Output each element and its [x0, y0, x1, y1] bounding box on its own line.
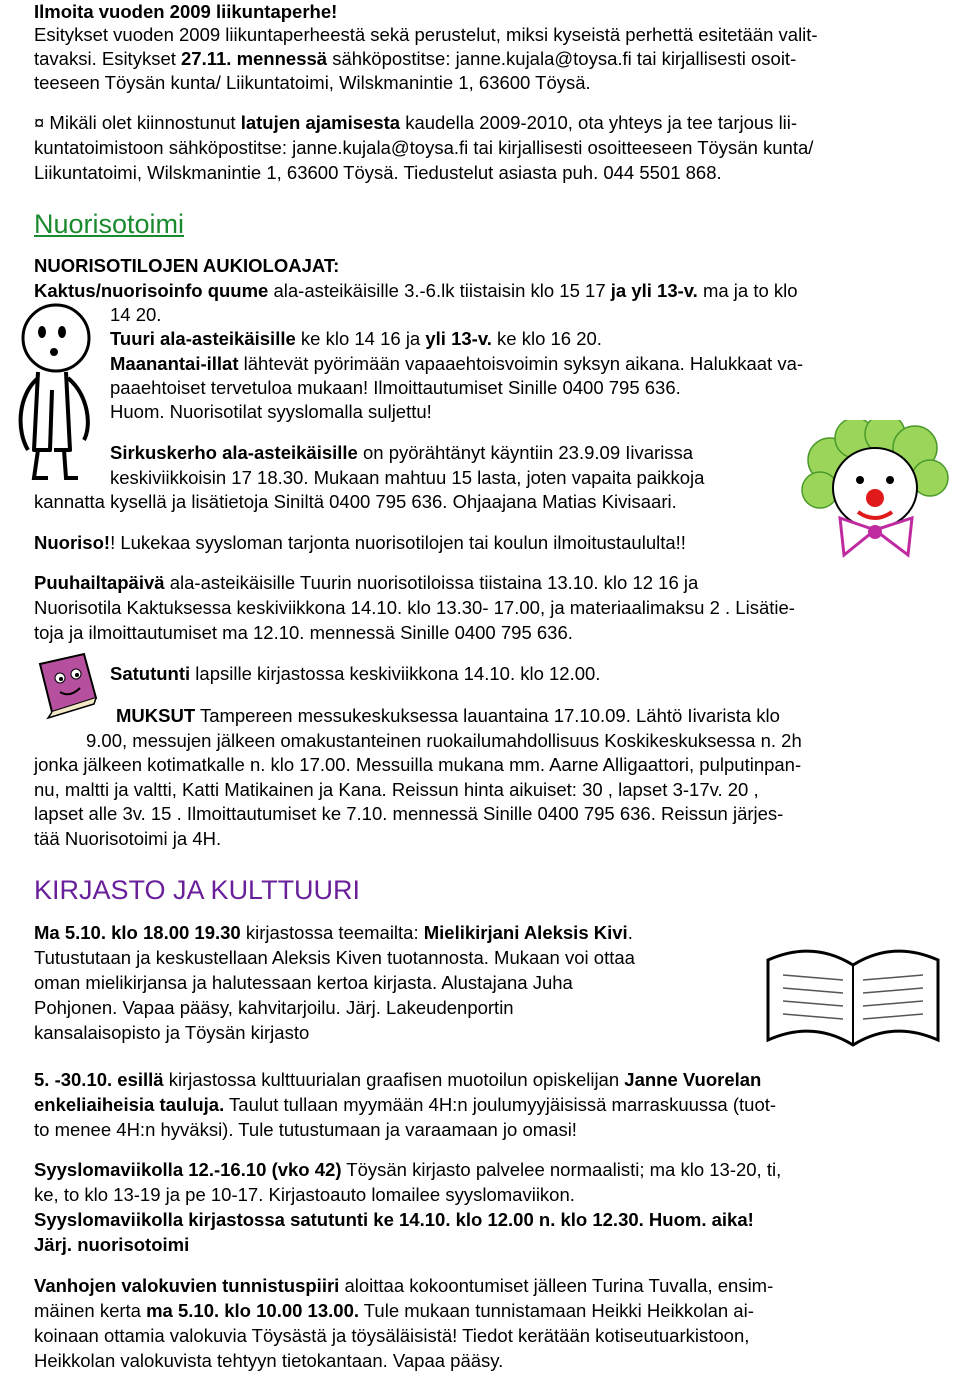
- text-segment: toja ja ilmoittautumiset ma 12.10. mennessä Sinille 0400 795 636.: [34, 622, 573, 643]
- text-segment: Töysän kirjasto palvelee normaalisti; ma klo 13-20, ti,: [341, 1159, 782, 1180]
- text-segment: Tuuri ala-asteikäisille: [110, 328, 296, 349]
- clown-face-image: [800, 420, 950, 565]
- text-segment: Syyslomaviikolla kirjastossa satutunti ke 14.10. klo 12.00 n. klo 12.30. Huom. aika!: [34, 1209, 754, 1230]
- text-segment: kansalaisopisto ja Töysän kirjasto: [34, 1022, 310, 1043]
- text-segment: Heikkolan valokuvista tehtyyn tietokantaan. Vapaa pääsy.: [34, 1350, 504, 1371]
- stick-figure-image: [8, 300, 103, 485]
- text-segment: jonka jälkeen kotimatkalle n. klo 17.00. Messuilla mukana mm. Aarne Alligaattori, pulputinpan-: [34, 754, 802, 775]
- text-segment: latujen ajamisesta: [240, 112, 401, 133]
- paragraph-line: [34, 753, 801, 777]
- text-segment: on pyörähtänyt käyntiin 23.9.09 Iivarissa: [357, 442, 694, 463]
- paragraph-line: [110, 303, 161, 327]
- paragraph-line: [34, 279, 798, 303]
- paragraph-line: [34, 1324, 749, 1348]
- paragraph-line: [110, 466, 704, 490]
- paragraph-line: [34, 921, 633, 945]
- text-segment: 27.11. mennessä: [181, 48, 328, 69]
- text-segment: Vanhojen valokuvien tunnistuspiiri: [34, 1275, 340, 1296]
- text-segment: mäinen kerta: [34, 1300, 147, 1321]
- text-segment: 9.00, messujen jälkeen omakustanteinen ruokailumahdollisuus Koskikeskuksessa n. 2h: [86, 730, 802, 751]
- paragraph-line: [34, 802, 783, 826]
- text-segment: ala-asteikäisille Tuurin nuorisotiloissa tiistaina 13.10. klo 12 16 ja: [164, 572, 699, 593]
- text-segment: ke, to klo 13-19 ja pe 10-17. Kirjastoauto lomailee syyslomaviikon.: [34, 1184, 575, 1205]
- text-segment: ! Lukekaa syysloman tarjonta nuorisotilojen tai koulun ilmoitustaululta!!: [110, 532, 686, 553]
- text-segment: Nuorisotoimi: [34, 209, 185, 239]
- text-segment: ala-asteikäisille 3.-6.lk tiistaisin klo 15 17: [268, 280, 611, 301]
- subheading-aukioloajat: [34, 254, 339, 278]
- book-character-image: [34, 650, 104, 722]
- paragraph-line: [34, 571, 698, 595]
- text-segment: Taulut tullaan myymään 4H:n joulumyyjäisissä marraskuussa (tuot-: [224, 1094, 777, 1115]
- text-segment: kirjastossa teemailta:: [240, 922, 424, 943]
- text-segment: kannatta kysellä ja lisätietoja Siniltä 0400 795 636. Ohjaajana Matias Kivisaari.: [34, 491, 677, 512]
- text-segment: Nuorisotila Kaktuksessa keskiviikkona 14.10. klo 13.30- 17.00, ja materiaalimaksu 2 . Lisätie-: [34, 597, 795, 618]
- text-segment: lähtevät pyörimään vapaaehtoisvoimin syksyn aikana. Halukkaat va-: [238, 353, 804, 374]
- text-segment: Ma 5.10. klo 18.00 19.30: [34, 922, 241, 943]
- text-segment: kaudella 2009-2010, ota yhteys ja tee tarjous lii-: [400, 112, 798, 133]
- paragraph-line: [34, 531, 686, 555]
- text-segment: Maanantai-illat: [110, 353, 239, 374]
- text-segment: Huom. Nuorisotilat syyslomalla suljettu!: [110, 401, 432, 422]
- text-segment: 5. -30.10. esillä: [34, 1069, 164, 1090]
- paragraph-line: [34, 23, 818, 47]
- text-segment: Janne Vuorelan: [624, 1069, 762, 1090]
- paragraph-line: [34, 161, 722, 185]
- section-heading-kirjasto: [34, 873, 360, 907]
- text-segment: ma ja to klo: [697, 280, 798, 301]
- text-segment: tää Nuorisotoimi ja 4H.: [34, 828, 222, 849]
- paragraph-line: [34, 1233, 189, 1257]
- paragraph-line: [110, 441, 693, 465]
- paragraph-line: [86, 729, 802, 753]
- text-segment: koinaan ottamia valokuvia Töysästä ja töysäläisistä! Tiedot kerätään kotiseutuarkistoon,: [34, 1325, 750, 1346]
- paragraph-line: [34, 71, 591, 95]
- text-segment: nu, maltti ja valtti, Katti Matikainen ja Kana. Reissun hinta aikuiset: 30 , lapset 3-17v. 20 ,: [34, 779, 759, 800]
- text-segment: yli 13-v.: [425, 328, 492, 349]
- text-segment: Kaktus/nuorisoinfo quume: [34, 280, 269, 301]
- paragraph-line: [34, 778, 759, 802]
- text-segment: Esitykset vuoden 2009 liikuntaperheestä sekä perustelut, miksi kyseistä perhettä esitetään valit-: [34, 24, 818, 45]
- paragraph-line: [34, 827, 221, 851]
- text-segment: lapsille kirjastossa keskiviikkona 14.10. klo 12.00.: [190, 663, 601, 684]
- text-segment: tavaksi. Esitykset: [34, 48, 182, 69]
- text-segment: Puuhailtapäivä: [34, 572, 165, 593]
- text-segment: keskiviikkoisin 17 18.30. Mukaan mahtuu 15 lasta, joten vapaita paikkoja: [110, 467, 705, 488]
- paragraph-line: [34, 1068, 761, 1092]
- text-segment: .: [627, 922, 633, 943]
- section-heading-nuorisotoimi: [34, 207, 184, 241]
- text-segment: Järj. nuorisotoimi: [34, 1234, 190, 1255]
- paragraph-line: [34, 1158, 781, 1182]
- text-segment: paaehtoiset tervetuloa mukaan! Ilmoittautumiset Sinille 0400 795 636.: [110, 377, 681, 398]
- text-segment: ja yli 13-v.: [610, 280, 698, 301]
- text-segment: Tutustutaan ja keskustellaan Aleksis Kiven tuotannosta. Mukaan voi ottaa: [34, 947, 635, 968]
- text-segment: ke klo 14 16 ja: [295, 328, 426, 349]
- text-segment: Mielikirjani Aleksis Kivi: [423, 922, 628, 943]
- text-segment: lapset alle 3v. 15 . Ilmoittautumiset ke 7.10. mennessä Sinille 0400 795 636. Reissun järjes-: [34, 803, 784, 824]
- paragraph-line: [34, 1118, 577, 1142]
- text-segment: to menee 4H:n hyväksi). Tule tutustumaan ja varaamaan jo omasi!: [34, 1119, 577, 1140]
- text-segment: sähköpostitse: janne.kujala@toysa.fi tai kirjallisesti osoit-: [327, 48, 797, 69]
- paragraph-line: [34, 1093, 776, 1117]
- text-segment: oman mielikirjansa ja halutessaan kertoa kirjasta. Alustajana Juha: [34, 972, 573, 993]
- paragraph-line: [34, 971, 573, 995]
- paragraph-line: [110, 400, 432, 424]
- text-segment: Tule mukaan tunnistamaan Heikki Heikkolan ai-: [359, 1300, 754, 1321]
- text-segment: KIRJASTO JA KULTTUURI: [34, 875, 361, 905]
- text-segment: MUKSUT: [116, 705, 196, 726]
- text-segment: Sirkuskerho ala-asteikäisille: [110, 442, 358, 463]
- paragraph-line: [34, 1274, 773, 1298]
- paragraph-line: [34, 596, 795, 620]
- text-segment: ma 5.10. klo 10.00 13.00.: [146, 1300, 359, 1321]
- heading-liikuntaperhe: [34, 0, 337, 24]
- paragraph-line: [34, 1183, 575, 1207]
- text-segment: Ilmoita vuoden 2009 liikuntaperhe!: [34, 1, 338, 22]
- paragraph-line: [34, 1299, 754, 1323]
- text-segment: teeseen Töysän kunta/ Liikuntatoimi, Wilskmanintie 1, 63600 Töysä.: [34, 72, 591, 93]
- text-segment: enkeliaiheisia tauluja.: [34, 1094, 225, 1115]
- text-segment: 14 20.: [110, 304, 162, 325]
- paragraph-line: [34, 47, 796, 71]
- paragraph-line: [34, 490, 677, 514]
- paragraph-line: [110, 327, 602, 351]
- text-segment: kirjastossa kulttuurialan graafisen muotoilun opiskelijan: [163, 1069, 625, 1090]
- text-segment: Liikuntatoimi, Wilskmanintie 1, 63600 Töysä. Tiedustelut asiasta puh. 044 5501 868.: [34, 162, 722, 183]
- text-segment: Nuoriso!: [34, 532, 111, 553]
- paragraph-line: [110, 662, 600, 686]
- open-book-image: [758, 920, 948, 1065]
- text-segment: kuntatoimistoon sähköpostitse: janne.kujala@toysa.fi tai kirjallisesti osoitteeseen Töysän kunta/: [34, 137, 814, 158]
- text-segment: Syyslomaviikolla 12.-16.10 (vko 42): [34, 1159, 342, 1180]
- text-segment: NUORISOTILOJEN AUKIOLOAJAT:: [34, 255, 340, 276]
- paragraph-line: [34, 1349, 503, 1373]
- paragraph-line: [34, 136, 813, 160]
- text-segment: Tampereen messukeskuksessa lauantaina 17.10.09. Lähtö Iivarista klo: [195, 705, 780, 726]
- paragraph-line: [116, 704, 780, 728]
- text-segment: Satutunti: [110, 663, 191, 684]
- paragraph-line: [34, 111, 797, 135]
- paragraph-line: [110, 376, 681, 400]
- paragraph-line: [110, 352, 803, 376]
- text-segment: Pohjonen. Vapaa pääsy, kahvitarjoilu. Järj. Lakeudenportin: [34, 997, 514, 1018]
- text-segment: aloittaa kokoontumiset jälleen Turina Tuvalla, ensim-: [339, 1275, 774, 1296]
- paragraph-line: [34, 996, 514, 1020]
- paragraph-line: [34, 1208, 754, 1232]
- paragraph-line: [34, 946, 635, 970]
- text-segment: ke klo 16 20.: [491, 328, 602, 349]
- paragraph-line: [34, 1021, 309, 1045]
- text-segment: ¤ Mikäli olet kiinnostunut: [34, 112, 241, 133]
- paragraph-line: [34, 621, 573, 645]
